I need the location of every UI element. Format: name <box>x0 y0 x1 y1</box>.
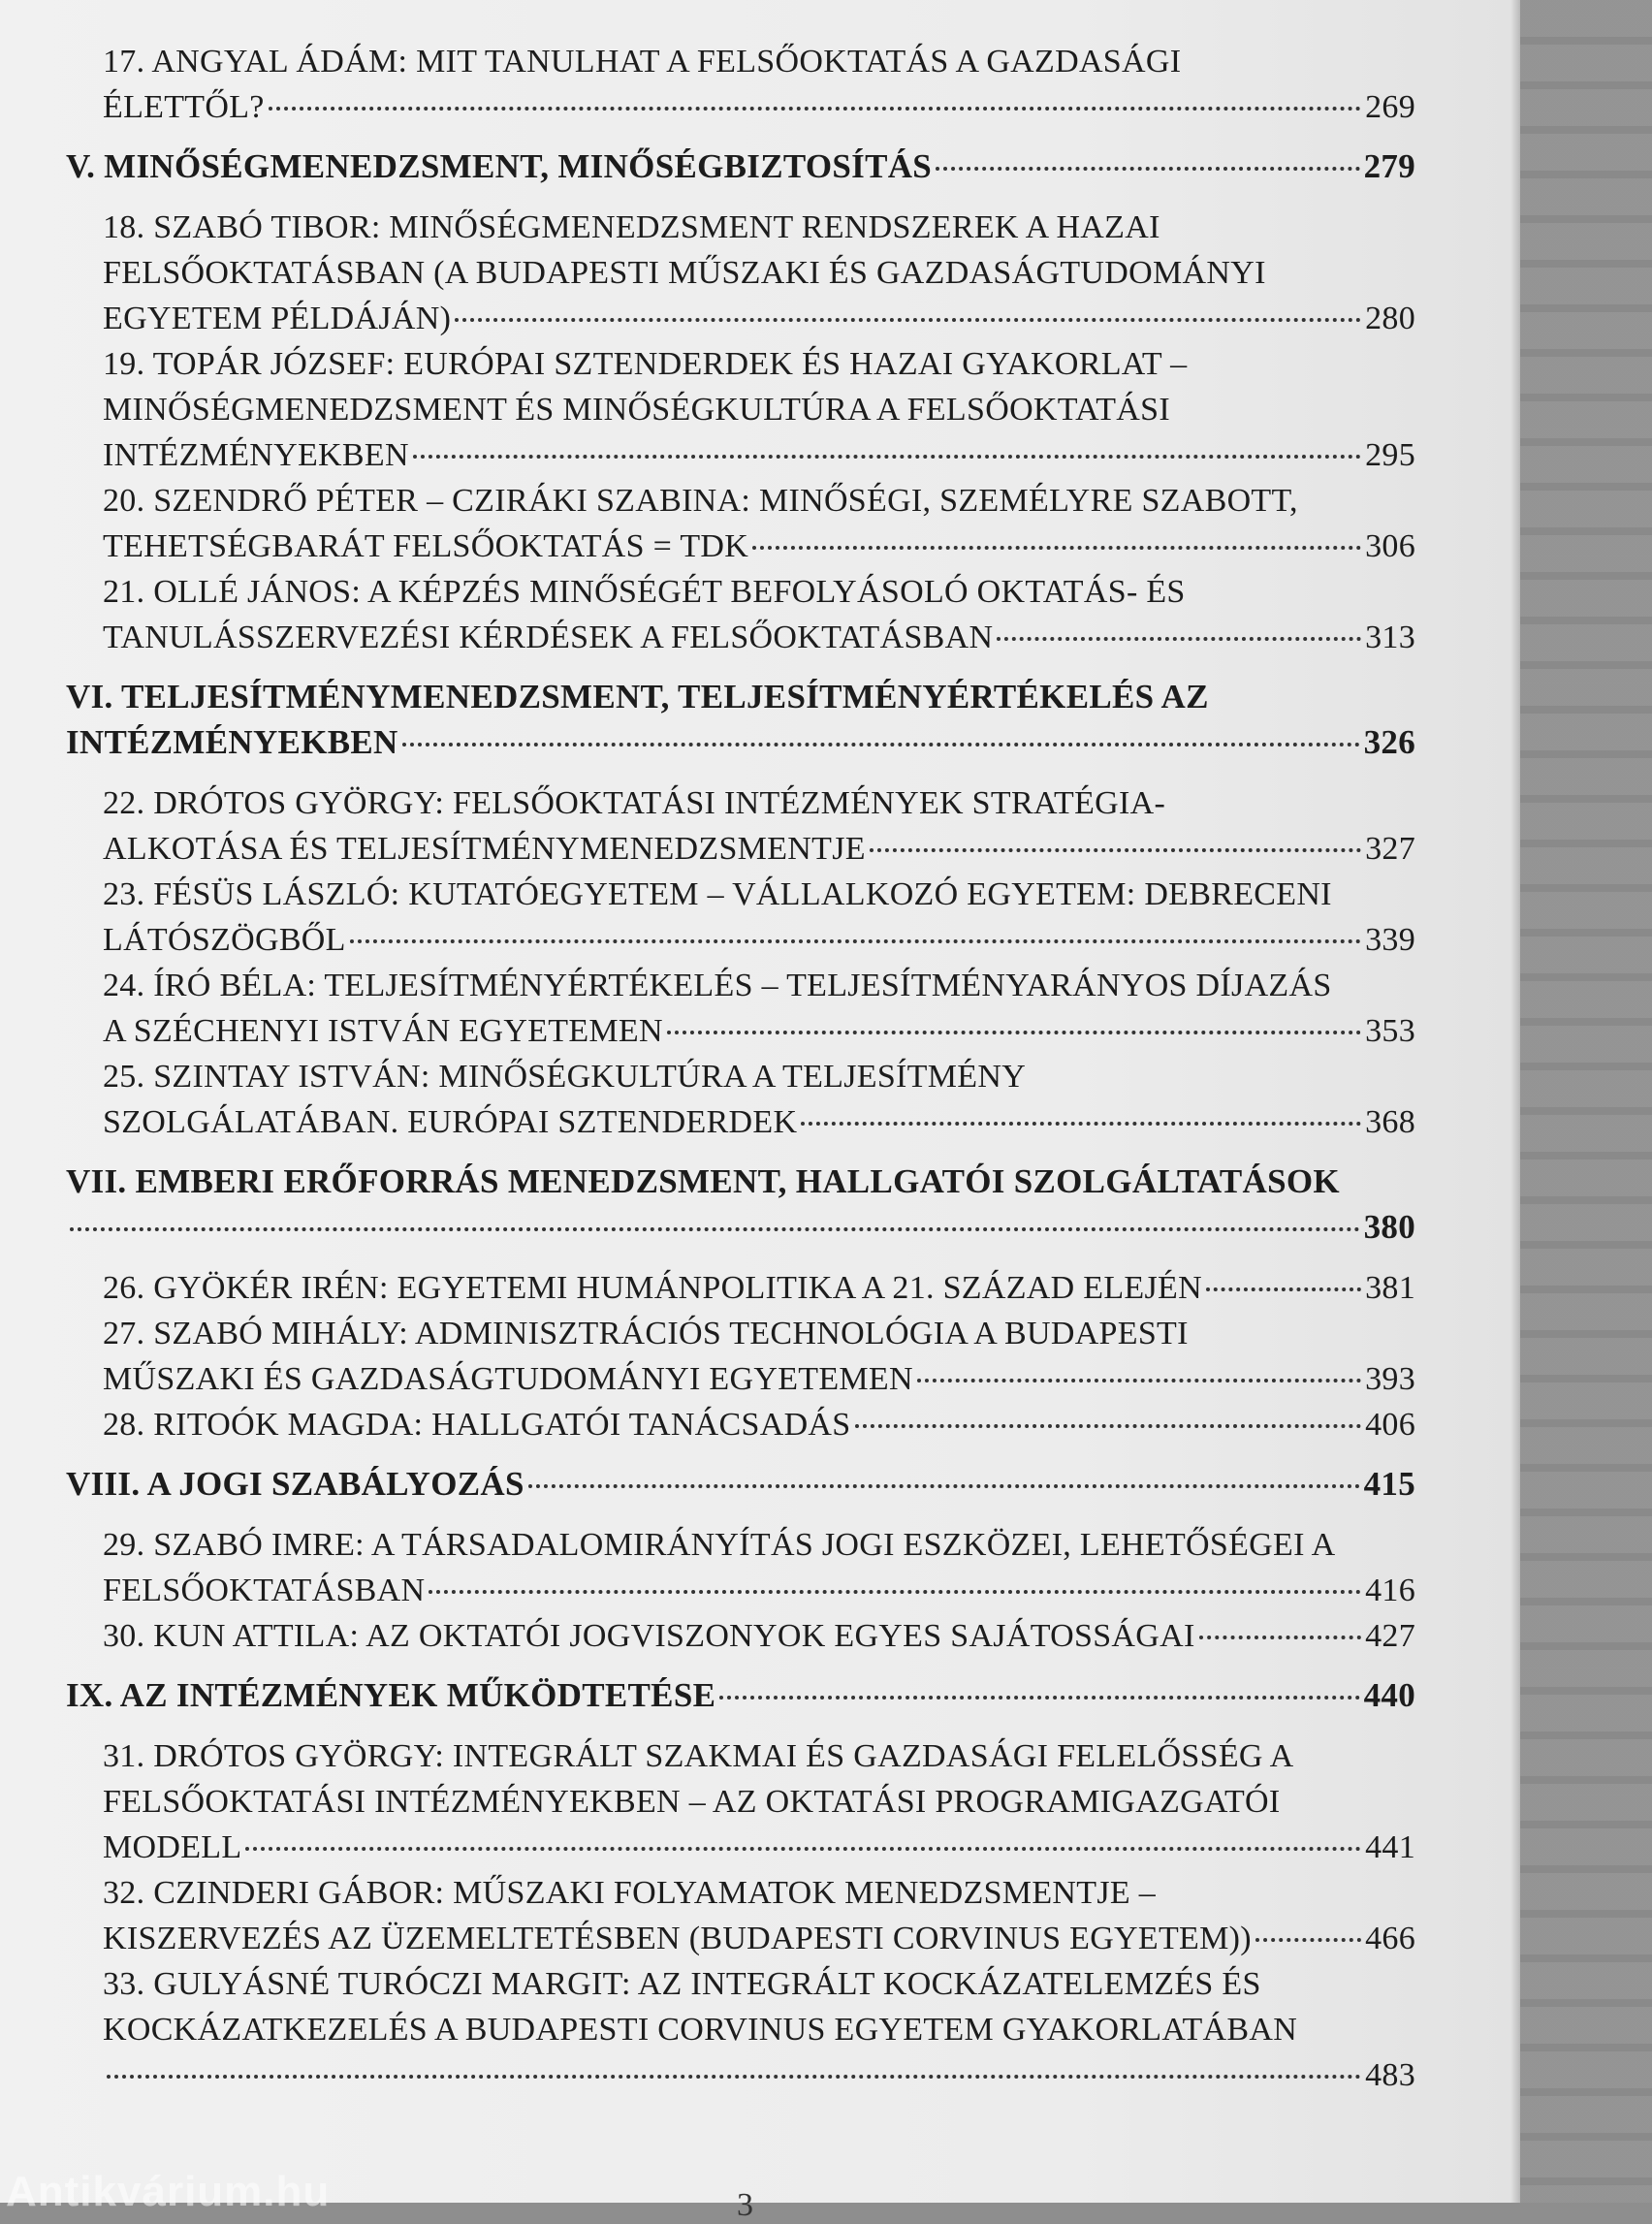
toc-entry <box>66 1870 1415 1961</box>
entry-title-line: 22. DRÓTOS GYÖRGY: FELSŐOKTATÁSI INTÉZMÉNYEK STRATÉGIA- <box>103 785 1166 821</box>
toc-entry <box>66 1054 1415 1145</box>
entry-last-line <box>103 1356 1415 1402</box>
dot-leader <box>429 1590 1361 1594</box>
entry-last-line <box>103 1099 1415 1145</box>
entry-last-line <box>103 1402 1415 1447</box>
entry-title-end: TANULÁSSZERVEZÉSI KÉRDÉSEK A FELSŐOKTATÁSBAN <box>103 620 994 655</box>
toc-entry <box>66 341 1415 478</box>
entry-title-line: VI. TELJESÍTMÉNYMENEDZSMENT, TELJESÍTMÉNYÉRTÉKELÉS AZ <box>66 678 1209 715</box>
entry-last-line <box>103 524 1415 569</box>
entry-last-line <box>103 1568 1415 1613</box>
dot-leader <box>1206 1287 1361 1291</box>
entry-title-end: A SZÉCHENYI ISTVÁN EGYETEMEN <box>103 1013 663 1049</box>
entry-title-end: ÉLETTŐL? <box>103 89 265 125</box>
entry-last-line <box>103 2052 1415 2098</box>
entry-title-line: 27. SZABÓ MIHÁLY: ADMINISZTRÁCIÓS TECHNOLÓGIA A BUDAPESTI <box>103 1316 1189 1351</box>
entry-title-end: MODELL <box>103 1829 242 1865</box>
dot-leader <box>350 939 1361 943</box>
entry-title-end: EGYETEM PÉLDÁJÁN) <box>103 301 452 336</box>
toc-entry <box>66 478 1415 569</box>
toc-entry <box>66 1311 1415 1402</box>
entry-page-number: 427 <box>1365 1618 1415 1654</box>
entry-title-line: 17. ANGYAL ÁDÁM: MIT TANULHAT A FELSŐOKTATÁS A GAZDASÁGI <box>103 44 1182 79</box>
page-number: 3 <box>737 2187 753 2223</box>
entry-page-number: 326 <box>1363 723 1415 761</box>
entry-title-end: 30. KUN ATTILA: AZ OKTATÓI JOGVISZONYOK EGYES SAJÁTOSSÁGAI <box>103 1618 1195 1654</box>
toc-entry <box>66 1613 1415 1659</box>
dot-leader <box>1255 1938 1361 1942</box>
dot-leader <box>413 455 1361 459</box>
entry-last-line <box>103 826 1415 872</box>
entry-last-line <box>103 1008 1415 1054</box>
entry-page-number: 381 <box>1365 1270 1415 1306</box>
toc-entry <box>66 1961 1415 2098</box>
entry-last-line <box>103 1825 1415 1870</box>
dot-leader <box>107 2075 1361 2079</box>
entry-title-end: SZOLGÁLATÁBAN. EURÓPAI SZTENDERDEK <box>103 1104 798 1140</box>
entry-page-number: 416 <box>1365 1573 1415 1608</box>
entry-page-number: 353 <box>1365 1013 1415 1049</box>
dot-leader <box>752 546 1361 550</box>
entry-title-end: FELSŐOKTATÁSBAN <box>103 1573 426 1608</box>
entry-last-line <box>103 615 1415 660</box>
toc-entry <box>66 39 1415 130</box>
entry-last-line <box>103 84 1415 130</box>
entry-last-line <box>66 1204 1415 1250</box>
entry-page-number: 269 <box>1365 89 1415 125</box>
dot-leader <box>719 1696 1359 1700</box>
entry-title-end: 28. RITOÓK MAGDA: HALLGATÓI TANÁCSADÁS <box>103 1407 851 1443</box>
entry-title-line: 18. SZABÓ TIBOR: MINŐSÉGMENEDZSMENT RENDSZEREK A HAZAI <box>103 209 1160 245</box>
entry-page-number: 466 <box>1365 1921 1415 1956</box>
toc-section <box>66 674 1415 765</box>
entry-title-line: 23. FÉSÜS LÁSZLÓ: KUTATÓEGYETEM – VÁLLALKOZÓ EGYETEM: DEBRECENI <box>103 876 1332 912</box>
entry-page-number: 406 <box>1365 1407 1415 1443</box>
dot-leader <box>70 1227 1360 1231</box>
dot-leader <box>528 1484 1360 1488</box>
entry-page-number: 415 <box>1363 1465 1415 1503</box>
entry-title-line: 29. SZABÓ IMRE: A TÁRSADALOMIRÁNYÍTÁS JOGI ESZKÖZEI, LEHETŐSÉGEI A <box>103 1527 1336 1563</box>
watermark: Antikvárium.hu <box>6 2168 331 2215</box>
entry-title-line: 32. CZINDERI GÁBOR: MŰSZAKI FOLYAMATOK MENEDZSMENTJE – <box>103 1875 1157 1911</box>
table-of-contents <box>66 39 1415 2098</box>
dot-leader <box>855 1424 1362 1428</box>
entry-last-line <box>103 1916 1415 1961</box>
toc-section <box>66 1159 1415 1250</box>
entry-page-number: 295 <box>1365 437 1415 473</box>
dot-leader <box>801 1122 1361 1126</box>
toc-entry <box>66 1733 1415 1870</box>
entry-page-number: 441 <box>1365 1829 1415 1865</box>
dot-leader <box>870 848 1361 852</box>
entry-title-line: KOCKÁZATKEZELÉS A BUDAPESTI CORVINUS EGYETEM GYAKORLATÁBAN <box>103 2012 1298 2048</box>
entry-last-line <box>66 1461 1415 1507</box>
adjacent-page-edge <box>1520 0 1652 2203</box>
entry-page-number: 327 <box>1365 831 1415 867</box>
entry-title-line: FELSŐOKTATÁSI INTÉZMÉNYEKBEN – AZ OKTATÁSI PROGRAMIGAZGATÓI <box>103 1784 1281 1820</box>
entry-title-line: VII. EMBERI ERŐFORRÁS MENEDZSMENT, HALLGATÓI SZOLGÁLTATÁSOK <box>66 1162 1340 1200</box>
entry-page-number: 380 <box>1363 1208 1415 1246</box>
entry-title-end: TEHETSÉGBARÁT FELSŐOKTATÁS = TDK <box>103 528 749 564</box>
toc-section <box>66 1672 1415 1718</box>
toc-entry <box>66 963 1415 1054</box>
toc-entry <box>66 872 1415 963</box>
entry-title-end: MŰSZAKI ÉS GAZDASÁGTUDOMÁNYI EGYETEMEN <box>103 1361 913 1397</box>
entry-page-number: 313 <box>1365 620 1415 655</box>
toc-entry <box>66 569 1415 660</box>
entry-title-line: 21. OLLÉ JÁNOS: A KÉPZÉS MINŐSÉGÉT BEFOLYÁSOLÓ OKTATÁS- ÉS <box>103 574 1186 610</box>
dot-leader <box>667 1031 1361 1034</box>
entry-title-line: MINŐSÉGMENEDZSMENT ÉS MINŐSÉGKULTÚRA A FELSŐOKTATÁSI <box>103 392 1170 428</box>
entry-title-end: IX. AZ INTÉZMÉNYEK MŰKÖDTETÉSE <box>66 1676 716 1714</box>
dot-leader <box>402 743 1360 747</box>
entry-title-end: VIII. A JOGI SZABÁLYOZÁS <box>66 1465 524 1503</box>
dot-leader <box>936 167 1360 171</box>
toc-entry <box>66 205 1415 341</box>
entry-last-line <box>103 1265 1415 1311</box>
toc-section <box>66 1461 1415 1507</box>
entry-title-line: 24. ÍRÓ BÉLA: TELJESÍTMÉNYÉRTÉKELÉS – TELJESÍTMÉNYARÁNYOS DÍJAZÁS <box>103 968 1332 1003</box>
entry-page-number: 339 <box>1365 922 1415 958</box>
entry-last-line <box>66 143 1415 189</box>
toc-section <box>66 143 1415 189</box>
dot-leader <box>997 637 1361 641</box>
entry-page-number: 280 <box>1365 301 1415 336</box>
entry-title-line: 20. SZENDRŐ PÉTER – CZIRÁKI SZABINA: MINŐSÉGI, SZEMÉLYRE SZABOTT, <box>103 483 1298 519</box>
dot-leader <box>455 318 1361 322</box>
entry-last-line <box>103 432 1415 478</box>
toc-entry <box>66 1265 1415 1311</box>
entry-page-number: 393 <box>1365 1361 1415 1397</box>
entry-title-end: 26. GYÖKÉR IRÉN: EGYETEMI HUMÁNPOLITIKA A 21. SZÁZAD ELEJÉN <box>103 1270 1202 1306</box>
entry-page-number: 279 <box>1363 147 1415 185</box>
entry-title-end: INTÉZMÉNYEKBEN <box>66 723 398 761</box>
dot-leader <box>1199 1636 1361 1639</box>
toc-entry <box>66 1522 1415 1613</box>
dot-leader <box>269 107 1361 111</box>
dot-leader <box>245 1847 1361 1851</box>
toc-entry <box>66 780 1415 872</box>
entry-page-number: 483 <box>1365 2057 1415 2093</box>
entry-page-number: 368 <box>1365 1104 1415 1140</box>
toc-entry <box>66 1402 1415 1447</box>
entry-title-line: 33. GULYÁSNÉ TURÓCZI MARGIT: AZ INTEGRÁLT KOCKÁZATELEMZÉS ÉS <box>103 1966 1261 2002</box>
entry-title-end: ALKOTÁSA ÉS TELJESÍTMÉNYMENEDZSMENTJE <box>103 831 866 867</box>
entry-title-end: INTÉZMÉNYEKBEN <box>103 437 409 473</box>
entry-last-line <box>103 1613 1415 1659</box>
entry-title-end: LÁTÓSZÖGBŐL <box>103 922 346 958</box>
entry-title-end: V. MINŐSÉGMENEDZSMENT, MINŐSÉGBIZTOSÍTÁS <box>66 147 933 185</box>
entry-title-line: 19. TOPÁR JÓZSEF: EURÓPAI SZTENDERDEK ÉS HAZAI GYAKORLAT – <box>103 346 1188 382</box>
entry-title-line: 25. SZINTAY ISTVÁN: MINŐSÉGKULTÚRA A TELJESÍTMÉNY <box>103 1059 1027 1095</box>
entry-page-number: 306 <box>1365 528 1415 564</box>
entry-last-line <box>66 1672 1415 1718</box>
entry-title-line: FELSŐOKTATÁSBAN (A BUDAPESTI MŰSZAKI ÉS GAZDASÁGTUDOMÁNYI <box>103 255 1266 291</box>
entry-last-line <box>103 296 1415 341</box>
dot-leader <box>917 1379 1361 1382</box>
entry-title-end: KISZERVEZÉS AZ ÜZEMELTETÉSBEN (BUDAPESTI CORVINUS EGYETEM)) <box>103 1921 1252 1956</box>
entry-title-line: 31. DRÓTOS GYÖRGY: INTEGRÁLT SZAKMAI ÉS GAZDASÁGI FELELŐSSÉG A <box>103 1738 1294 1774</box>
entry-page-number: 440 <box>1363 1676 1415 1714</box>
entry-last-line <box>66 719 1415 765</box>
entry-last-line <box>103 917 1415 963</box>
